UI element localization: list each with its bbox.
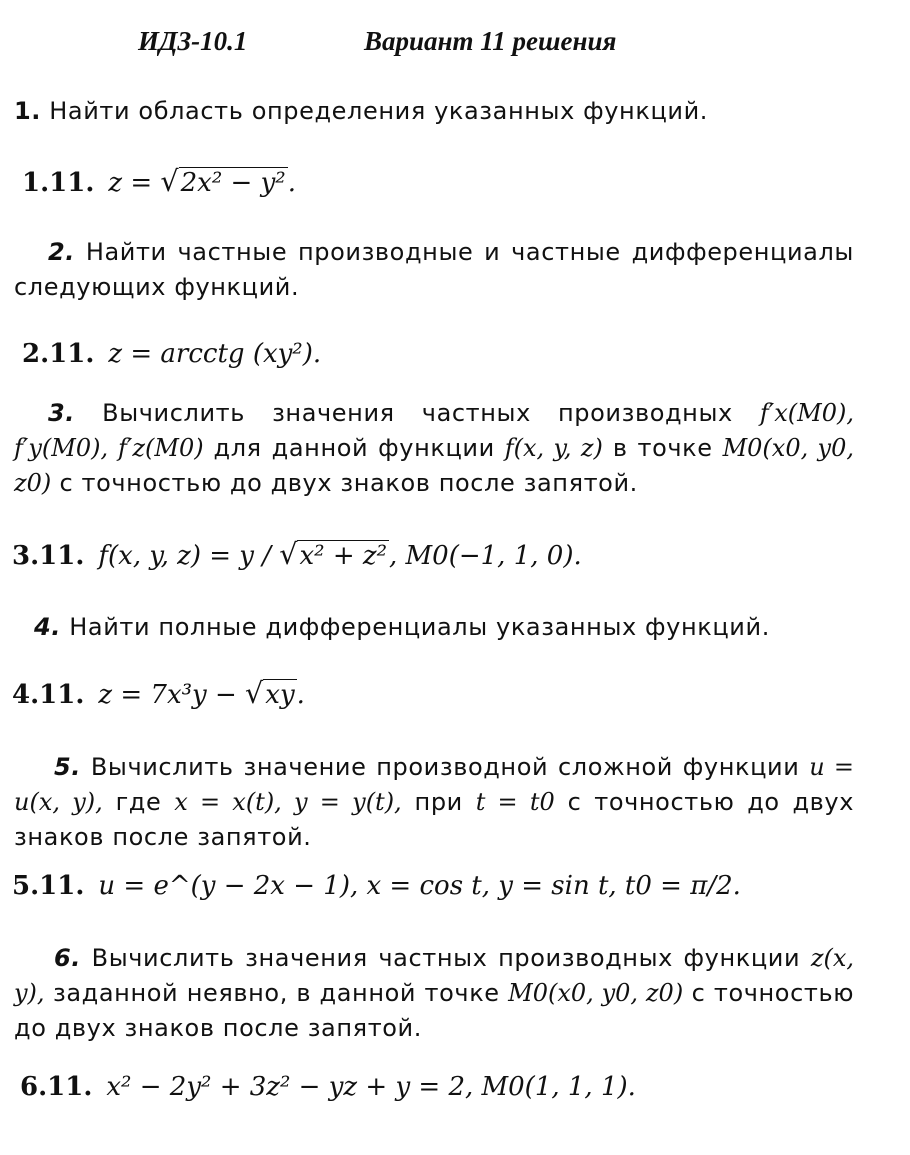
task-1: [14, 94, 854, 129]
sqrt-radical: √2x² − y²: [160, 164, 286, 198]
formula-3-11: 3.11. f(x, y, z) = y / √x² + z², M0(−1, 1, 0).: [12, 534, 854, 576]
formula-1-11-radicand: 2x² − y²: [180, 168, 286, 198]
task-5: [14, 750, 854, 855]
formula-4-11: 4.11. z = 7x³y − √xy.: [12, 673, 854, 715]
task-6-text: 6. Вычислить значения частных производных функции z(x, y), заданной неявно, в данной точке M0(x0, y0, z0) с точностью до двух знаков после запятой.: [14, 944, 855, 1042]
task-2-text: 2. Найти частные производные и частные дифференциалы следующих функций.: [14, 238, 854, 301]
task-2: [14, 235, 854, 305]
variant-title: Вариант 11 решения: [364, 26, 617, 56]
sqrt-radical: √xy: [245, 676, 295, 710]
formula-2-11-expr: z = arcctg (xy²).: [108, 339, 322, 369]
formula-5-11: 5.11. u = e^(y − 2x − 1), x = cos t, y = sin t, t0 = π/2.: [12, 871, 741, 901]
task-4: [14, 610, 854, 645]
formula-1-11-pre: z =: [108, 168, 161, 198]
task-4-text: 4. Найти полные дифференциалы указанных функций.: [34, 613, 770, 641]
task-6: [14, 941, 854, 1046]
task-5-text: 5. Вычислить значение производной сложной функции u = u(x, y), где x = x(t), y = y(t), при t = t0 с точностью до двух знаков после запятой.: [14, 753, 855, 851]
task-3-text: 3. Вычислить значения частных производных f′x(M0), f′y(M0), f′z(M0) для данной функции f(x, y, z) в точке M0(x0, y0, z0) с точностью до двух знаков после запятой.: [14, 399, 855, 497]
formula-1-11: 1.11. z = √2x² − y².: [22, 161, 854, 203]
task-1-text: 1. Найти область определения указанных функций.: [14, 97, 709, 125]
formula-2-11: 2.11. z = arcctg (xy²).: [22, 339, 322, 369]
assignment-code: ИДЗ-10.1: [138, 26, 248, 56]
sqrt-radical: √x² + z²: [279, 537, 388, 571]
task-3: [14, 396, 854, 501]
formula-6-11: 6.11. x² − 2y² + 3z² − yz + y = 2, M0(1, 1, 1).: [20, 1072, 636, 1102]
formula-6-11-expr: x² − 2y² + 3z² − yz + y = 2, M0(1, 1, 1).: [106, 1072, 636, 1102]
formula-5-11-expr: u = e^(y − 2x − 1), x = cos t, y = sin t, t0 = π/2.: [98, 871, 741, 901]
